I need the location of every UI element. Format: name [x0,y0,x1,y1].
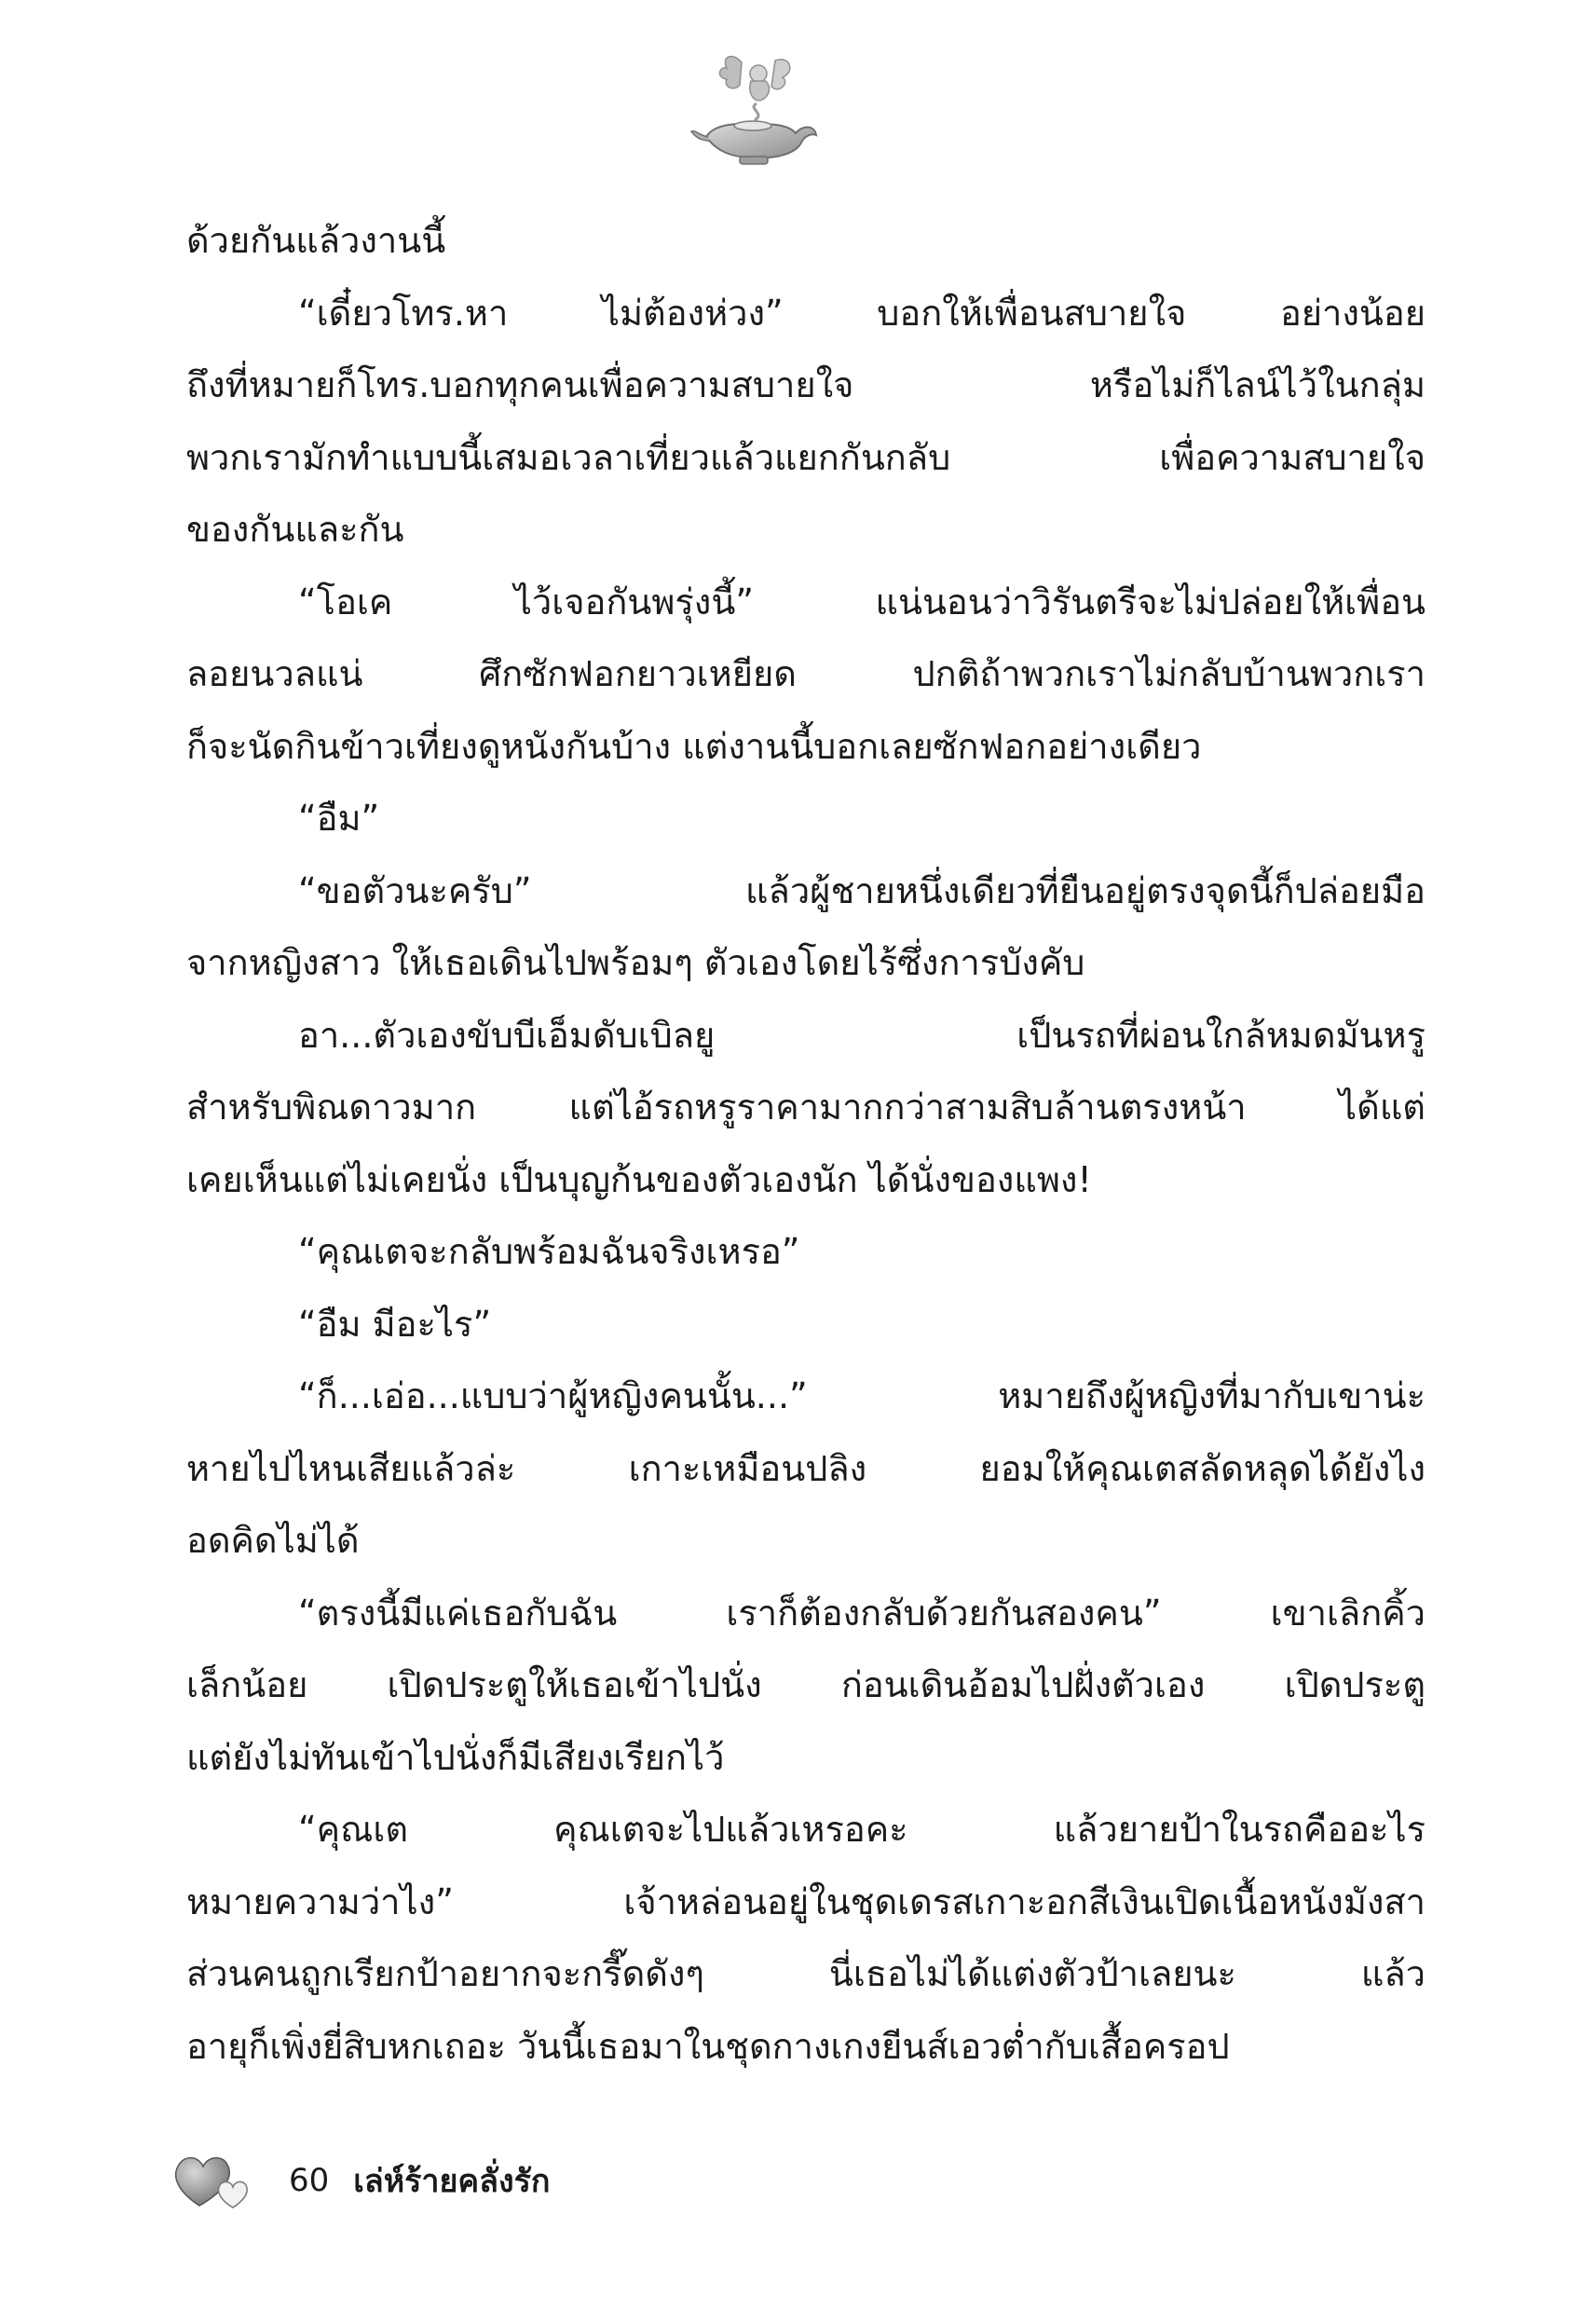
text-line: เคยเห็นแต่ไม่เคยนั่ง เป็นบุญก้นของตัวเองนัก ได้นั่งของแพง! [186,1158,1092,1200]
page-footer [168,2148,550,2213]
text-line: ถึงที่หมายก็โทร.บอกทุกคนเพื่อความสบายใจ หรือไม่ก็ไลน์ไว้ในกลุ่ม [186,364,1425,405]
genie-lamp-with-cupid-icon [686,51,825,172]
text-line: “เดี๋ยวโทร.หา ไม่ต้องห่วง” บอกให้เพื่อนสบายใจ อย่างน้อย [298,292,1425,334]
text-line: “ตรงนี้มีแค่เธอกับฉัน เราก็ต้องกลับด้วยกันสองคน” เขาเลิกคิ้ว [298,1592,1425,1634]
text-line: สำหรับพิณดาวมาก แต่ไอ้รถหรูราคามากกว่าสามสิบล้านตรงหน้า ได้แต่ [186,1087,1425,1128]
text-line: “คุณเตจะกลับพร้อมฉันจริงเหรอ” [298,1231,800,1272]
page-number: 60 [289,2162,330,2199]
hearts-icon [168,2148,261,2213]
text-line: จากหญิงสาว ให้เธอเดินไปพร้อมๆ ตัวเองโดยไร้ซึ่งการบังคับ [186,942,1085,983]
text-line: อา...ตัวเองขับบีเอ็มดับเบิลยู เป็นรถที่ผ่อนใกล้หมดมันหรู [298,1014,1425,1056]
text-line: หายไปไหนเสียแล้วล่ะ เกาะเหมือนปลิง ยอมให้คุณเตสลัดหลุดได้ยังไง [186,1447,1425,1489]
text-line: เล็กน้อย เปิดประตูให้เธอเข้าไปนั่ง ก่อนเดินอ้อมไปฝั่งตัวเอง เปิดประตู [186,1664,1425,1705]
text-line: ของกันและกัน [186,509,404,550]
text-line: “คุณเต คุณเตจะไปแล้วเหรอคะ แล้วยายป้าในรถคืออะไร [298,1809,1425,1850]
text-line: ลอยนวลแน่ ศึกซักฟอกยาวเหยียด ปกติถ้าพวกเราไม่กลับบ้านพวกเรา [186,653,1425,694]
text-line: อายุก็เพิ่งยี่สิบหกเถอะ วันนี้เธอมาในชุดกางเกงยีนส์เอวต่ำกับเสื้อครอป [186,2025,1230,2067]
text-line: หมายความว่าไง” เจ้าหล่อนอยู่ในชุดเดรสเกาะอกสีเงินเปิดเนื้อหนังมังสา [186,1880,1425,1922]
text-line: “ก็...เอ่อ...แบบว่าผู้หญิงคนนั้น...” หมายถึงผู้หญิงที่มากับเขาน่ะ [298,1375,1425,1416]
text-line: ด้วยกันแล้วงานนี้ [186,220,446,261]
text-line: แต่ยังไม่ทันเข้าไปนั่งก็มีเสียงเรียกไว้ [186,1736,725,1778]
text-line: “โอเค ไว้เจอกันพรุ่งนี้” แน่นอนว่าวิรันตรีจะไม่ปล่อยให้เพื่อน [298,581,1425,622]
text-line: อดคิดไม่ได้ [186,1520,360,1561]
text-line: “ขอตัวนะครับ” แล้วผู้ชายหนึ่งเดียวที่ยืนอยู่ตรงจุดนี้ก็ปล่อยมือ [298,869,1425,911]
text-line: พวกเรามักทำแบบนี้เสมอเวลาเที่ยวแล้วแยกกันกลับ เพื่อความสบายใจ [186,436,1425,478]
story-text [186,205,1425,2083]
book-title: เล่ห์ร้ายคลั่งรัก [353,2163,551,2200]
text-line: ส่วนคนถูกเรียกป้าอยากจะกรี๊ดดังๆ นี่เธอไม่ได้แต่งตัวป้าเลยนะ แล้ว [186,1953,1425,1994]
text-line: “อืม มีอะไร” [298,1303,492,1345]
text-line: ก็จะนัดกินข้าวเที่ยงดูหนังกันบ้าง แต่งานนี้บอกเลยซักฟอกอย่างเดียว [186,725,1202,767]
text-line: “อืม” [298,798,380,839]
